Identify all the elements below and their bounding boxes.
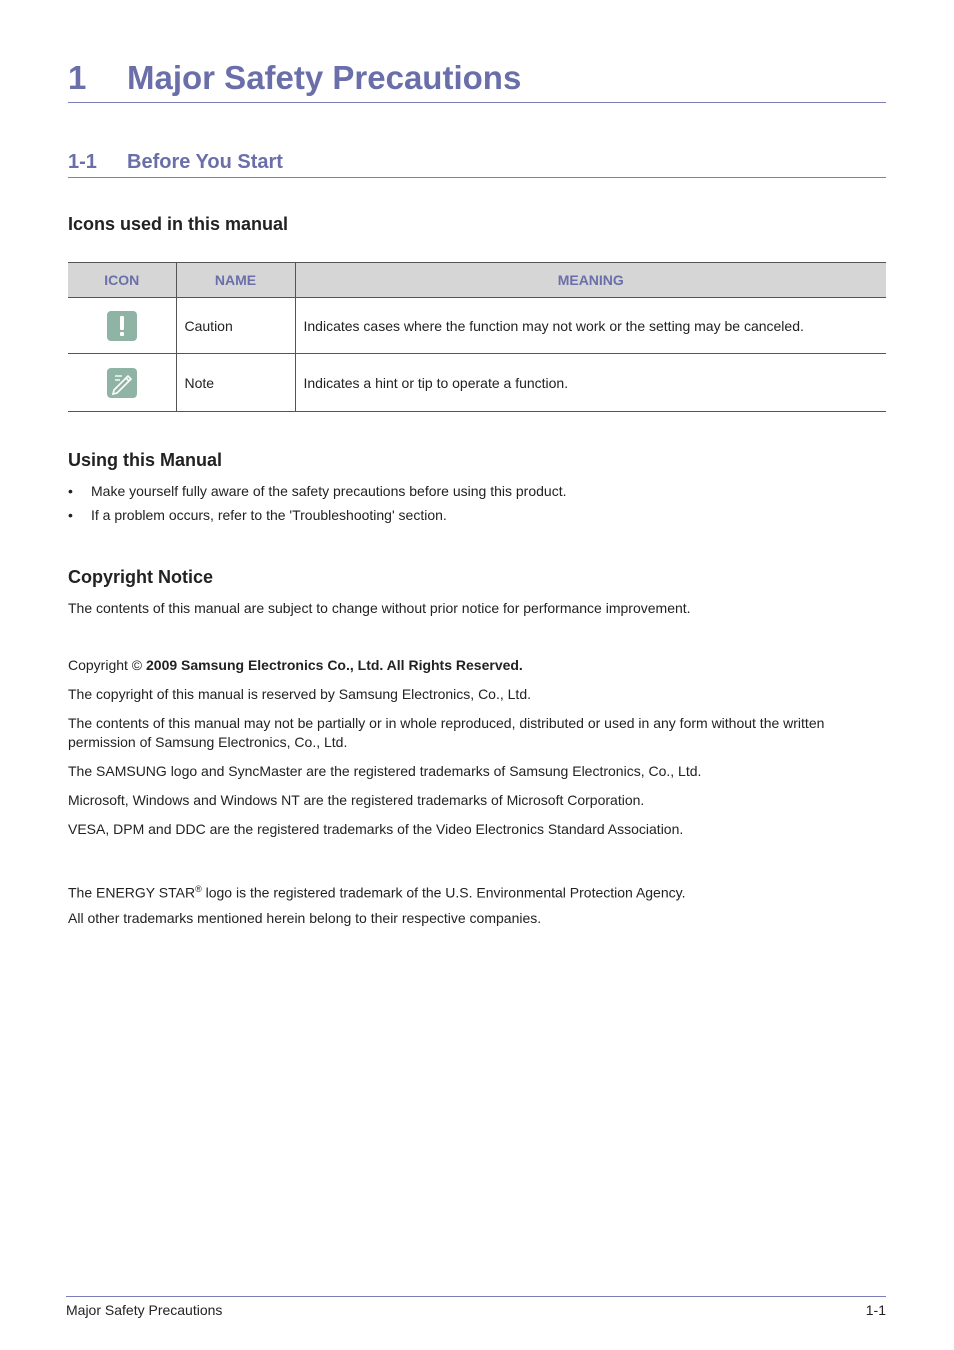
chapter-number: 1 bbox=[68, 59, 87, 96]
bullet-glyph: • bbox=[68, 483, 73, 499]
footer-chapter-name: Major Safety Precautions bbox=[66, 1302, 223, 1318]
column-header-meaning: MEANING bbox=[295, 263, 886, 298]
footer-page-number: 1-1 bbox=[865, 1302, 886, 1318]
icons-heading: Icons used in this manual bbox=[68, 214, 289, 234]
name-cell: Caution bbox=[176, 298, 295, 354]
list-item-text: Make yourself fully aware of the safety precautions before using this product. bbox=[91, 483, 567, 499]
copyright-holder: 2009 Samsung Electronics Co., Ltd. All Rights Reserved. bbox=[146, 657, 523, 673]
using-manual-heading: Using this Manual bbox=[68, 450, 223, 470]
meaning-cell: Indicates cases where the function may not work or the setting may be canceled. bbox=[295, 298, 886, 354]
registered-mark: ® bbox=[195, 884, 202, 894]
section-title bbox=[68, 148, 886, 178]
chapter-title bbox=[68, 56, 886, 103]
table-row bbox=[68, 354, 886, 412]
note-pencil-icon bbox=[107, 368, 137, 398]
copyright-reserved: The copyright of this manual is reserved by Samsung Electronics, Co., Ltd. bbox=[68, 686, 531, 702]
icon-cell bbox=[68, 298, 176, 354]
energy-suffix: logo is the registered trademark of the U.S. Environmental Protection Agency. bbox=[201, 884, 686, 901]
meaning-cell: Indicates a hint or tip to operate a function. bbox=[295, 354, 886, 412]
trademark-vesa: VESA, DPM and DDC are the registered trademarks of the Video Electronics Standard Association. bbox=[68, 821, 684, 837]
trademark-others: All other trademarks mentioned herein belong to their respective companies. bbox=[68, 910, 542, 926]
copyright-line bbox=[68, 656, 886, 675]
table-header-row bbox=[68, 263, 886, 298]
copyright-heading: Copyright Notice bbox=[68, 567, 214, 587]
list-item bbox=[68, 505, 886, 529]
copyright-prefix: Copyright © bbox=[68, 657, 147, 673]
using-manual-list bbox=[68, 481, 886, 529]
column-header-name: NAME bbox=[176, 263, 295, 298]
section-title-text: Before You Start bbox=[127, 151, 283, 173]
footer-divider bbox=[66, 1296, 886, 1297]
copyright-intro: The contents of this manual are subject to change without prior notice for performance improvement. bbox=[68, 600, 691, 616]
copyright-reproduction: The contents of this manual may not be partially or in whole reproduced, distributed or used in any form without the written permission of Samsung Electronics, Co., Ltd. bbox=[68, 715, 825, 750]
list-item bbox=[68, 481, 886, 505]
table-row bbox=[68, 298, 886, 354]
trademark-energy-star bbox=[68, 880, 886, 903]
caution-exclamation-icon bbox=[107, 311, 137, 341]
section-number: 1-1 bbox=[68, 151, 97, 173]
icon-cell bbox=[68, 354, 176, 412]
list-item-text: If a problem occurs, refer to the 'Troubleshooting' section. bbox=[91, 507, 447, 523]
energy-prefix: The ENERGY STAR bbox=[68, 884, 196, 901]
trademark-samsung: The SAMSUNG logo and SyncMaster are the registered trademarks of Samsung Electronics, Co., Ltd. bbox=[68, 763, 702, 779]
chapter-title-text: Major Safety Precautions bbox=[127, 59, 522, 96]
column-header-icon: ICON bbox=[68, 263, 176, 298]
name-cell: Note bbox=[176, 354, 295, 412]
trademark-microsoft: Microsoft, Windows and Windows NT are the registered trademarks of Microsoft Corporation. bbox=[68, 792, 645, 808]
bullet-glyph: • bbox=[68, 507, 73, 523]
icons-table bbox=[68, 262, 886, 412]
